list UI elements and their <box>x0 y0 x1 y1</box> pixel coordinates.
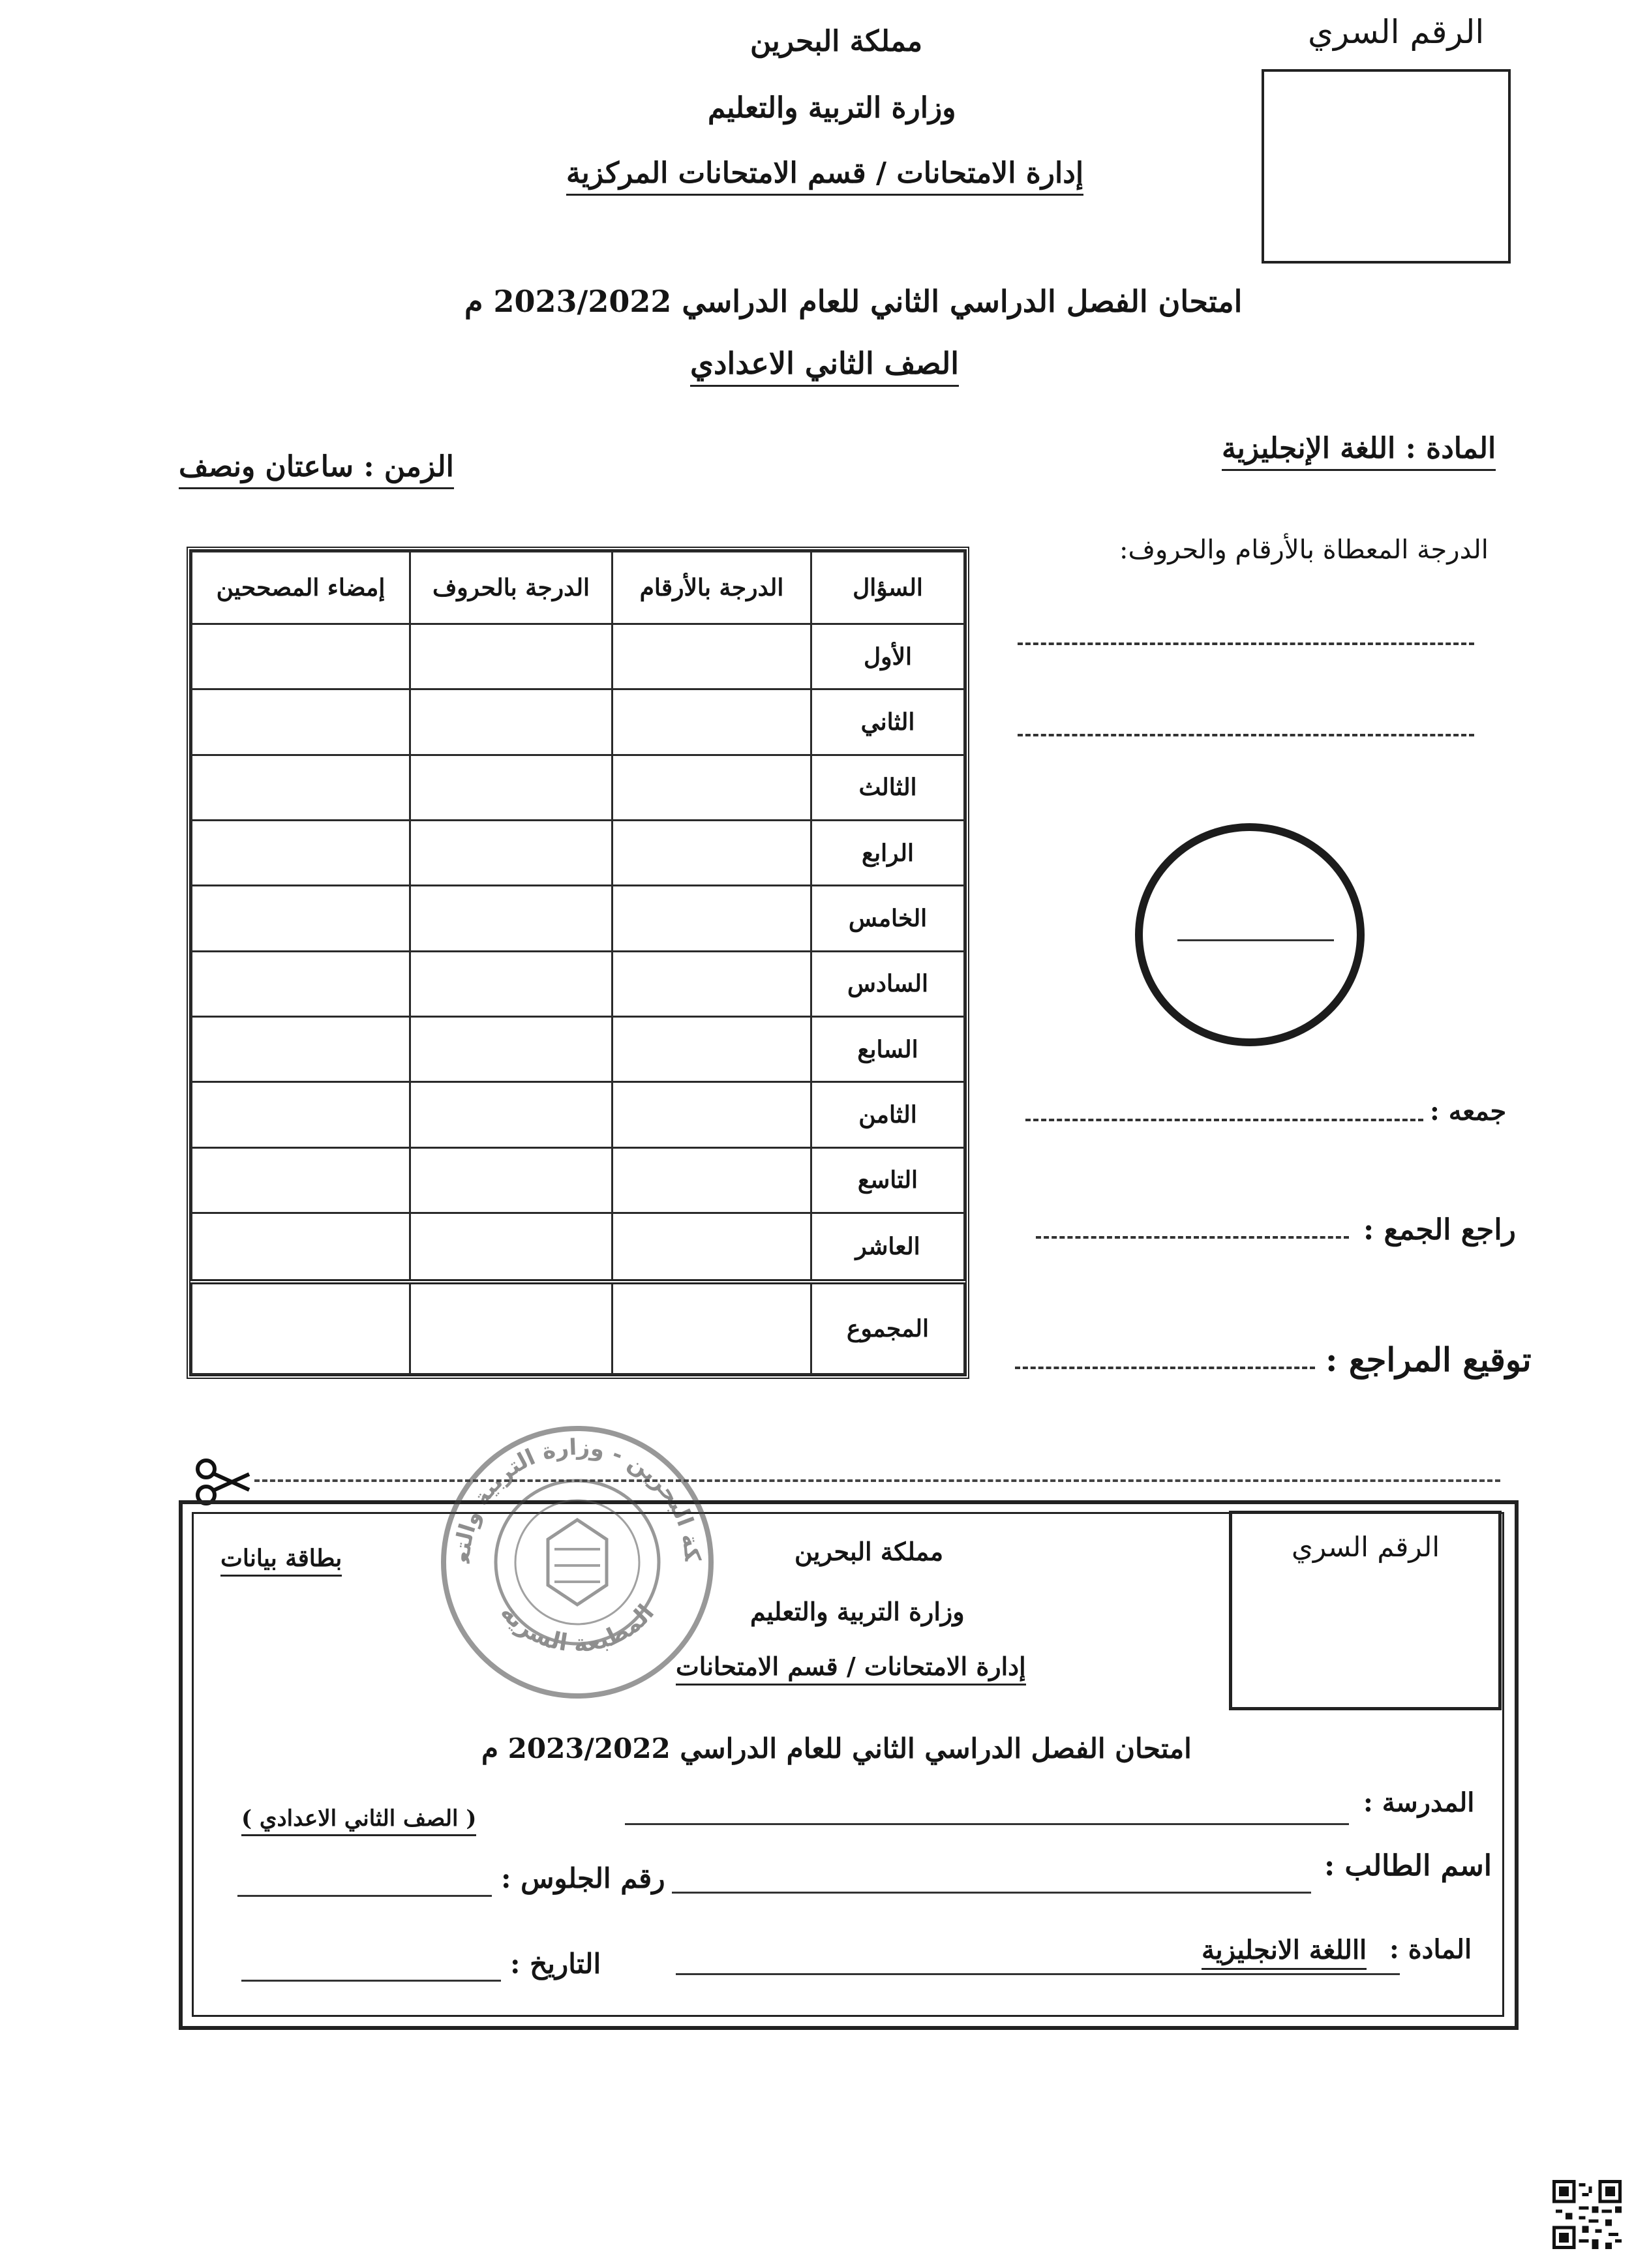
signature-cell[interactable] <box>192 1147 410 1213</box>
grade-title: الصف الثاني الاعدادي <box>690 346 959 387</box>
grade-letters-cell[interactable] <box>410 820 613 885</box>
total-row <box>192 1282 965 1374</box>
question-label: الثاني <box>811 689 965 755</box>
total-digits-cell[interactable] <box>613 1282 811 1374</box>
official-stamp <box>431 1415 724 1709</box>
grade-digits-cell[interactable] <box>613 689 811 755</box>
signature-cell[interactable] <box>192 689 410 755</box>
kingdom-title: مملكة البحرين <box>750 25 923 58</box>
grade-given-line-2[interactable] <box>1018 734 1474 736</box>
grade-digits-cell[interactable] <box>613 755 811 820</box>
question-label: الخامس <box>811 886 965 951</box>
question-label: الثالث <box>811 755 965 820</box>
grade-digits-cell[interactable] <box>613 1016 811 1081</box>
card-subject-line <box>676 1973 1400 1975</box>
table-row <box>192 1082 965 1147</box>
header-question: السؤال <box>811 552 965 624</box>
total-signature-cell[interactable] <box>192 1282 410 1374</box>
data-card-title: بطاقة بيانات <box>220 1545 342 1577</box>
svg-text:المطبعة السرية <box>495 1599 659 1657</box>
grade-digits-cell[interactable] <box>613 886 811 951</box>
table-row <box>192 820 965 885</box>
signature-cell[interactable] <box>192 886 410 951</box>
grade-letters-cell[interactable] <box>410 886 613 951</box>
table-row <box>192 624 965 689</box>
reviewer-signature-label: توقيع المراجع : <box>1325 1340 1532 1379</box>
sum-reviewed-label: راجع الجمع : <box>1363 1213 1516 1247</box>
grade-given-label: الدرجة المعطاة بالأرقام والحروف: <box>1119 535 1489 565</box>
grade-digits-cell[interactable] <box>613 951 811 1016</box>
card-subject-value: االلغة الانجليزية <box>1202 1935 1367 1970</box>
header-grade-digits: الدرجة بالأرقام <box>613 552 811 624</box>
summed-by-label: جمعه : <box>1430 1096 1507 1126</box>
question-label: التاسع <box>811 1147 965 1213</box>
table-row <box>192 1147 965 1213</box>
question-label: الأول <box>811 624 965 689</box>
grade-letters-cell[interactable] <box>410 951 613 1016</box>
signature-cell[interactable] <box>192 1213 410 1282</box>
grade-letters-cell[interactable] <box>410 624 613 689</box>
svg-text:مملكة البحرين - وزارة التربية <box>431 1415 705 1564</box>
school-label: المدرسة : <box>1363 1787 1475 1818</box>
card-secret-number-label: الرقم السري <box>1291 1531 1440 1563</box>
card-secret-number-box[interactable] <box>1229 1511 1502 1710</box>
reviewer-signature-line[interactable] <box>1015 1367 1315 1369</box>
grade-digits-cell[interactable] <box>613 1147 811 1213</box>
grade-letters-cell[interactable] <box>410 1082 613 1147</box>
seat-number-line[interactable] <box>237 1895 492 1897</box>
sum-reviewed-line[interactable] <box>1036 1236 1349 1239</box>
question-label: الثامن <box>811 1082 965 1147</box>
student-name-label: اسم الطالب : <box>1324 1849 1492 1882</box>
subject-label: المادة : اللغة الإنجليزية <box>1222 432 1496 471</box>
summed-by-line[interactable] <box>1025 1119 1423 1121</box>
grade-letters-cell[interactable] <box>410 1016 613 1081</box>
total-label: المجموع <box>811 1282 965 1374</box>
question-label: الرابع <box>811 820 965 885</box>
question-label: السابع <box>811 1016 965 1081</box>
header-grade-letters: الدرجة بالحروف <box>410 552 613 624</box>
exam-title: امتحان الفصل الدراسي الثاني للعام الدراسي 2023/2022 م <box>464 284 1243 319</box>
table-row <box>192 689 965 755</box>
date-line[interactable] <box>241 1980 501 1982</box>
total-score-circle-line <box>1177 939 1334 941</box>
table-row <box>192 951 965 1016</box>
secret-number-label: الرقم السري <box>1308 13 1485 51</box>
signature-cell[interactable] <box>192 1016 410 1081</box>
seat-number-label: رقم الجلوس : <box>501 1862 665 1894</box>
grade-digits-cell[interactable] <box>613 1213 811 1282</box>
signature-cell[interactable] <box>192 1082 410 1147</box>
date-label: التاريخ : <box>510 1948 601 1980</box>
table-row <box>192 1213 965 1282</box>
card-grade: ( الصف الثاني الاعدادي ) <box>241 1806 476 1836</box>
card-ministry: وزارة التربية والتعليم <box>750 1597 965 1626</box>
student-name-line[interactable] <box>672 1892 1311 1894</box>
grade-letters-cell[interactable] <box>410 689 613 755</box>
signature-cell[interactable] <box>192 951 410 1016</box>
signature-cell[interactable] <box>192 624 410 689</box>
grade-given-line-1[interactable] <box>1018 643 1474 645</box>
grades-table <box>187 547 969 1379</box>
signature-cell[interactable] <box>192 755 410 820</box>
qr-code <box>1552 2180 1622 2249</box>
school-line[interactable] <box>625 1823 1349 1825</box>
department-title: إدارة الامتحانات / قسم الامتحانات المركزية <box>566 157 1083 196</box>
total-letters-cell[interactable] <box>410 1282 613 1374</box>
table-row <box>192 755 965 820</box>
table-row <box>192 1016 965 1081</box>
question-label: العاشر <box>811 1213 965 1282</box>
header-correctors-signature: إمضاء المصححين <box>192 552 410 624</box>
grade-letters-cell[interactable] <box>410 1147 613 1213</box>
card-kingdom: مملكة البحرين <box>794 1537 944 1566</box>
card-subject-label: المادة : <box>1389 1934 1472 1965</box>
signature-cell[interactable] <box>192 820 410 885</box>
table-row <box>192 886 965 951</box>
secret-number-box[interactable] <box>1262 69 1511 264</box>
grade-digits-cell[interactable] <box>613 624 811 689</box>
stamp-top-text: كة البحرين - وزارة التربية والتع <box>449 1434 706 1564</box>
grade-letters-cell[interactable] <box>410 755 613 820</box>
grade-digits-cell[interactable] <box>613 1082 811 1147</box>
grade-digits-cell[interactable] <box>613 820 811 885</box>
card-department: إدارة الامتحانات / قسم الامتحانات <box>676 1652 1026 1686</box>
grade-letters-cell[interactable] <box>410 1213 613 1282</box>
time-label: الزمن : ساعتان ونصف <box>179 450 454 489</box>
stamp-bottom-text: المطبعة السرية <box>494 1599 660 1657</box>
question-label: السادس <box>811 951 965 1016</box>
total-score-circle[interactable] <box>1135 823 1365 1046</box>
ministry-title: وزارة التربية والتعليم <box>708 91 956 125</box>
card-exam-title: امتحان الفصل الدراسي الثاني للعام الدراسي 2023/2022 م <box>481 1732 1192 1764</box>
